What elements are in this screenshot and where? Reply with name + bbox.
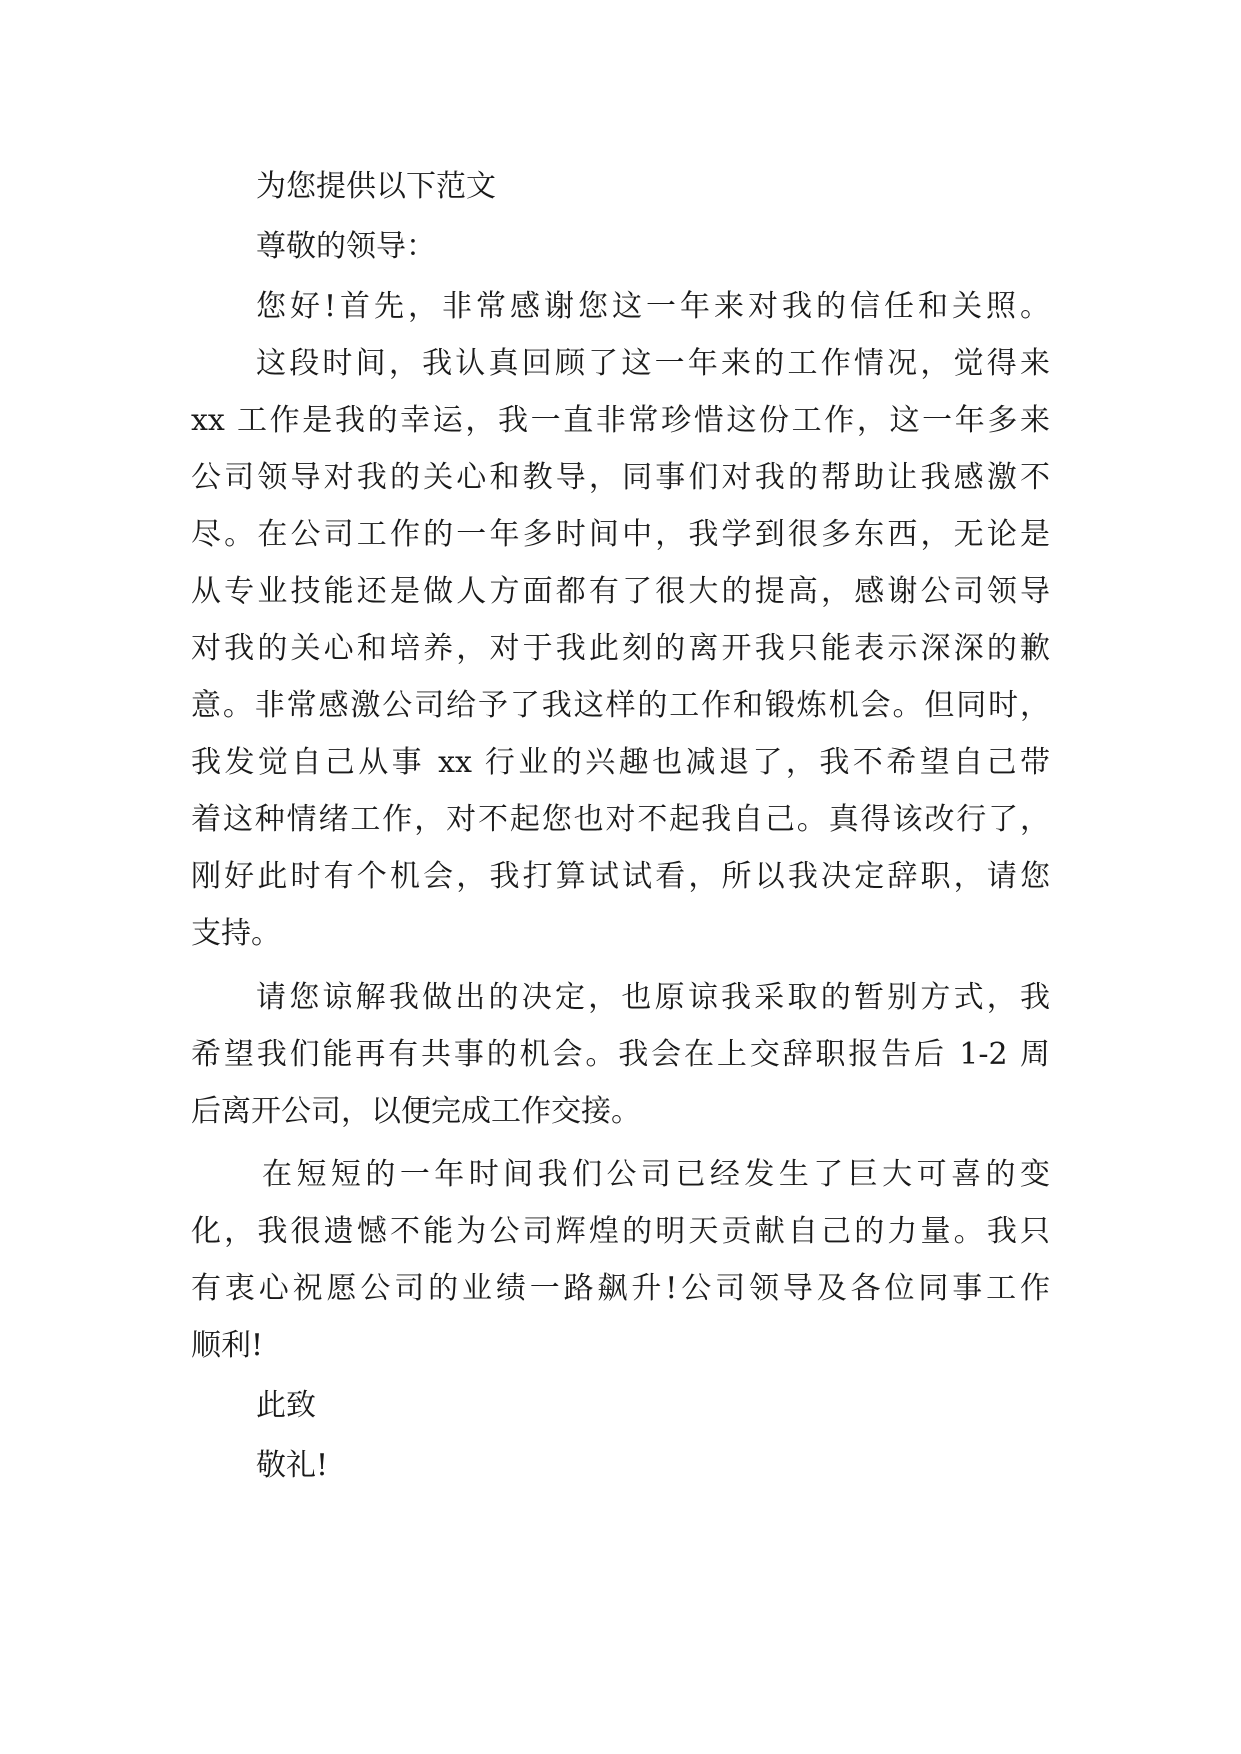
- paragraph3-line-4: 顺利!: [191, 1328, 264, 1363]
- paragraph1-line-9: 着这种情绪工作，对不起您也对不起我自己。真得该改行了，: [191, 802, 1050, 837]
- paragraph1-line-7: 意。非常感激公司给予了我这样的工作和锻炼机会。但同时，: [191, 688, 1050, 723]
- paragraph1-line-2: xx 工作是我的幸运，我一直非常珍惜这份工作，这一年多来: [191, 403, 1050, 438]
- paragraph1-line-5: 从专业技能还是做人方面都有了很大的提高，感谢公司领导: [191, 574, 1050, 609]
- paragraph3-line-2: 化，我很遗憾不能为公司辉煌的明天贡献自己的力量。我只: [191, 1214, 1050, 1249]
- paragraph2-line-1: 请您谅解我做出的决定，也原谅我采取的暂别方式，我: [256, 980, 1050, 1015]
- paragraph1-line-3: 公司领导对我的关心和教导，同事们对我的帮助让我感激不: [191, 460, 1050, 495]
- paragraph1-line-1: 这段时间，我认真回顾了这一年来的工作情况，觉得来: [256, 346, 1050, 381]
- paragraph2-line-3: 后离开公司，以便完成工作交接。: [191, 1094, 641, 1129]
- paragraph1-line-11: 支持。: [191, 916, 281, 951]
- regards-line: 敬礼!: [256, 1448, 329, 1483]
- paragraph2-line-2: 希望我们能再有共事的机会。我会在上交辞职报告后 1-2 周: [191, 1037, 1050, 1072]
- paragraph3-line-1: 在短短的一年时间我们公司已经发生了巨大可喜的变: [262, 1157, 1050, 1192]
- salutation: 尊敬的领导：: [256, 229, 436, 264]
- paragraph1-line-4: 尽。在公司工作的一年多时间中，我学到很多东西，无论是: [191, 517, 1050, 552]
- paragraph1-line-6: 对我的关心和培养，对于我此刻的离开我只能表示深深的歉: [191, 631, 1050, 666]
- intro-line: 为您提供以下范文: [256, 169, 496, 204]
- paragraph1-line-10: 刚好此时有个机会，我打算试试看，所以我决定辞职，请您: [191, 859, 1050, 894]
- paragraph1-line-8: 我发觉自己从事 xx 行业的兴趣也减退了，我不希望自己带: [191, 745, 1050, 780]
- greeting-line: 您好!首先，非常感谢您这一年来对我的信任和关照。: [256, 289, 1050, 324]
- paragraph3-line-3: 有衷心祝愿公司的业绩一路飙升!公司领导及各位同事工作: [191, 1271, 1050, 1306]
- closing-line: 此致: [256, 1388, 316, 1423]
